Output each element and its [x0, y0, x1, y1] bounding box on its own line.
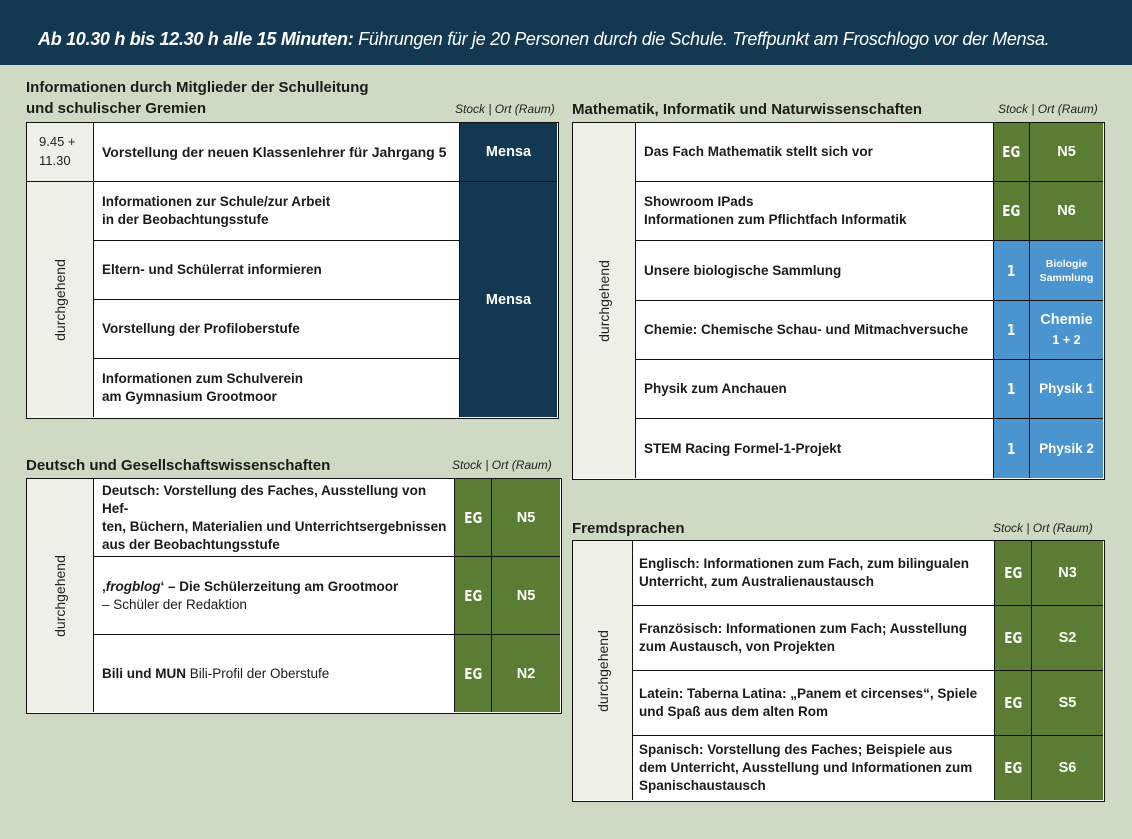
table-row [636, 301, 993, 360]
side-label: durchgehend [594, 629, 611, 712]
legend-stock-ort: Stock | Ort (Raum) [455, 102, 555, 116]
stock-label: 1 [1007, 261, 1016, 280]
room-label: Sammlung [1039, 271, 1094, 284]
banner-text [38, 29, 1049, 50]
room-cell [1031, 671, 1103, 736]
room-cell [1031, 541, 1103, 606]
time-line: 11.30 [39, 153, 71, 168]
stock-cell [993, 419, 1029, 478]
table-row [94, 123, 459, 182]
stock-label: EG [463, 586, 483, 605]
stock-label: 1 [1007, 321, 1016, 339]
table-schulleitung [26, 122, 559, 419]
time-label [39, 132, 76, 170]
quote-mark: ‘ [160, 578, 165, 594]
row-text: Informationen zur Schule/zur Arbeit [102, 194, 331, 209]
time-cell [573, 123, 636, 478]
room-cell [1031, 736, 1103, 800]
stock-cell [454, 557, 491, 635]
room-cell [1029, 419, 1103, 478]
table-row [633, 606, 994, 671]
stock-cell [993, 182, 1029, 241]
row-text: STEM Racing Formel-1-Projekt [644, 440, 842, 456]
row-text: zum Austausch, von Projekten [639, 639, 836, 654]
row-text: und Spaß aus dem alten Rom [639, 704, 829, 719]
row-text-bold: Bili und MUN [102, 665, 186, 681]
stock-label: 1 [1007, 439, 1016, 458]
room-label: N2 [516, 665, 536, 682]
section-title-schulleitung [26, 77, 369, 119]
table-row [94, 359, 459, 417]
table-row [94, 300, 459, 359]
row-text: ten, Büchern, Materialien und Unterrichtsergebnissen [102, 518, 447, 534]
stock-cell [994, 541, 1031, 606]
table-row [636, 241, 993, 301]
side-label: durchgehend [52, 554, 68, 637]
stock-label: EG [1002, 202, 1021, 220]
room-cell [1029, 360, 1103, 419]
section-title-fremdsprachen: Fremdsprachen [572, 520, 685, 537]
room-label: 1 + 2 [1052, 333, 1081, 347]
stock-cell [994, 606, 1031, 671]
row-text: in der Beobachtungsstufe [102, 212, 269, 227]
stock-cell [993, 360, 1029, 419]
room-cell [1029, 241, 1103, 301]
room-cell [1031, 606, 1103, 671]
table-row [636, 419, 993, 478]
stock-cell [994, 736, 1031, 800]
table-fremdsprachen [572, 540, 1105, 802]
room-label: N5 [516, 509, 536, 526]
stock-cell [993, 301, 1029, 360]
section-title-mint: Mathematik, Informatik und Naturwissenschaften [572, 101, 923, 118]
room-cell [459, 123, 557, 182]
room-label: N5 [1057, 144, 1076, 160]
row-text: am Gymnasium Grootmoor [102, 389, 277, 404]
row-text: Englisch: Informationen zum Fach, zum bilingualen [639, 556, 970, 571]
table-row [94, 635, 454, 712]
stock-label: EG [1003, 759, 1023, 777]
row-text: dem Unterricht, Ausstellung und Informationen zum [639, 760, 973, 775]
legend-stock-ort: Stock | Ort (Raum) [452, 458, 552, 472]
row-text: Vorstellung der Profiloberstufe [102, 321, 300, 336]
row-text: Spanischaustausch [639, 778, 766, 793]
row-text-rest: – Die Schülerzeitung am Grootmoor [164, 578, 399, 594]
room-cell [491, 635, 560, 712]
room-label: Physik 2 [1039, 440, 1094, 456]
stock-label: EG [463, 664, 483, 683]
table-mint [572, 122, 1105, 480]
row-text: Vorstellung der neuen Klassenlehrer für Jahrgang 5 [102, 144, 447, 160]
stock-cell [454, 479, 491, 557]
time-line: 9.45 + [39, 134, 76, 149]
stock-label: 1 [1007, 380, 1016, 398]
room-label: Mensa [485, 291, 532, 308]
time-cell [27, 479, 94, 712]
row-text: Deutsch: Vorstellung des Faches, Ausstellung von Hef- [102, 482, 427, 516]
row-text: Französisch: Informationen zum Fach; Ausstellung [639, 621, 968, 636]
stock-label: EG [463, 508, 483, 527]
stock-cell [993, 123, 1029, 182]
row-text: – Schüler der Redaktion [102, 596, 247, 612]
time-cell [27, 123, 94, 182]
room-cell [1029, 182, 1103, 241]
row-text: Informationen zum Schulverein [102, 371, 304, 386]
room-label: Mensa [485, 144, 532, 160]
side-label: durchgehend [52, 258, 68, 341]
room-label: S2 [1058, 630, 1077, 646]
room-label: Biologie [1045, 257, 1088, 270]
row-text: Das Fach Mathematik stellt sich vor [644, 144, 873, 159]
room-label: Chemie [1040, 312, 1093, 328]
stock-label: EG [1003, 629, 1023, 647]
section-title-deutsch: Deutsch und Gesellschaftswissenschaften [26, 457, 331, 474]
row-text: aus der Beobachtungsstufe [102, 536, 280, 552]
time-cell [573, 541, 633, 800]
table-row [636, 123, 993, 182]
legend-stock-ort: Stock | Ort (Raum) [998, 102, 1098, 116]
row-text: Chemie: Chemische Schau- und Mitmachversuche [644, 322, 969, 337]
table-row [636, 182, 993, 241]
stock-cell [993, 241, 1029, 301]
table-row [633, 736, 994, 800]
side-label: durchgehend [596, 259, 612, 342]
row-text: Spanisch: Vorstellung des Faches; Beispiele aus [639, 742, 953, 757]
table-row [636, 360, 993, 419]
room-label: N3 [1058, 565, 1077, 581]
title-line: und schulischer Gremien [26, 100, 207, 117]
stock-cell [994, 671, 1031, 736]
row-text: Showroom IPads [644, 194, 754, 209]
table-row [633, 671, 994, 736]
table-row [94, 182, 459, 241]
room-cell [1029, 123, 1103, 182]
row-text: Bili-Profil der Oberstufe [186, 665, 330, 681]
room-cell [459, 182, 557, 417]
legend-stock-ort: Stock | Ort (Raum) [993, 521, 1093, 535]
room-label: S5 [1058, 695, 1077, 711]
room-cell [491, 479, 560, 557]
table-row [633, 541, 994, 606]
room-label: N6 [1057, 203, 1076, 219]
frogblog-title: frogblog [105, 578, 161, 594]
room-label: Physik 1 [1039, 381, 1094, 396]
table-deutsch [26, 478, 562, 714]
row-text: Informationen zum Pflichtfach Informatik [644, 212, 907, 227]
title-line: Informationen durch Mitglieder der Schulleitung [26, 79, 369, 96]
table-row [94, 241, 459, 300]
banner-rest: Führungen für je 20 Personen durch die Schule. Treffpunkt am Froschlogo vor der Mensa. [353, 29, 1050, 49]
stock-cell [454, 635, 491, 712]
row-text: Physik zum Anchauen [644, 381, 787, 396]
quote-mark: ‚ [102, 578, 106, 594]
table-row [94, 557, 454, 635]
table-row [94, 479, 454, 557]
stock-label: EG [1003, 564, 1023, 582]
row-text: Latein: Taberna Latina: „Panem et circenses“, Spiele [639, 686, 978, 701]
banner-bold: Ab 10.30 h bis 12.30 h alle 15 Minuten: [38, 29, 354, 49]
room-cell [491, 557, 560, 635]
row-text: Eltern- und Schülerrat informieren [102, 262, 322, 277]
row-text: Unterricht, zum Australienaustausch [639, 574, 875, 589]
stock-label: EG [1003, 694, 1023, 712]
info-banner [0, 0, 1132, 65]
room-label: S6 [1058, 760, 1077, 776]
room-cell [1029, 301, 1103, 360]
row-text: Unsere biologische Sammlung [644, 262, 842, 278]
time-cell [27, 182, 94, 417]
room-label: N5 [516, 587, 536, 604]
row-text [102, 578, 398, 596]
stock-label: EG [1002, 143, 1021, 161]
